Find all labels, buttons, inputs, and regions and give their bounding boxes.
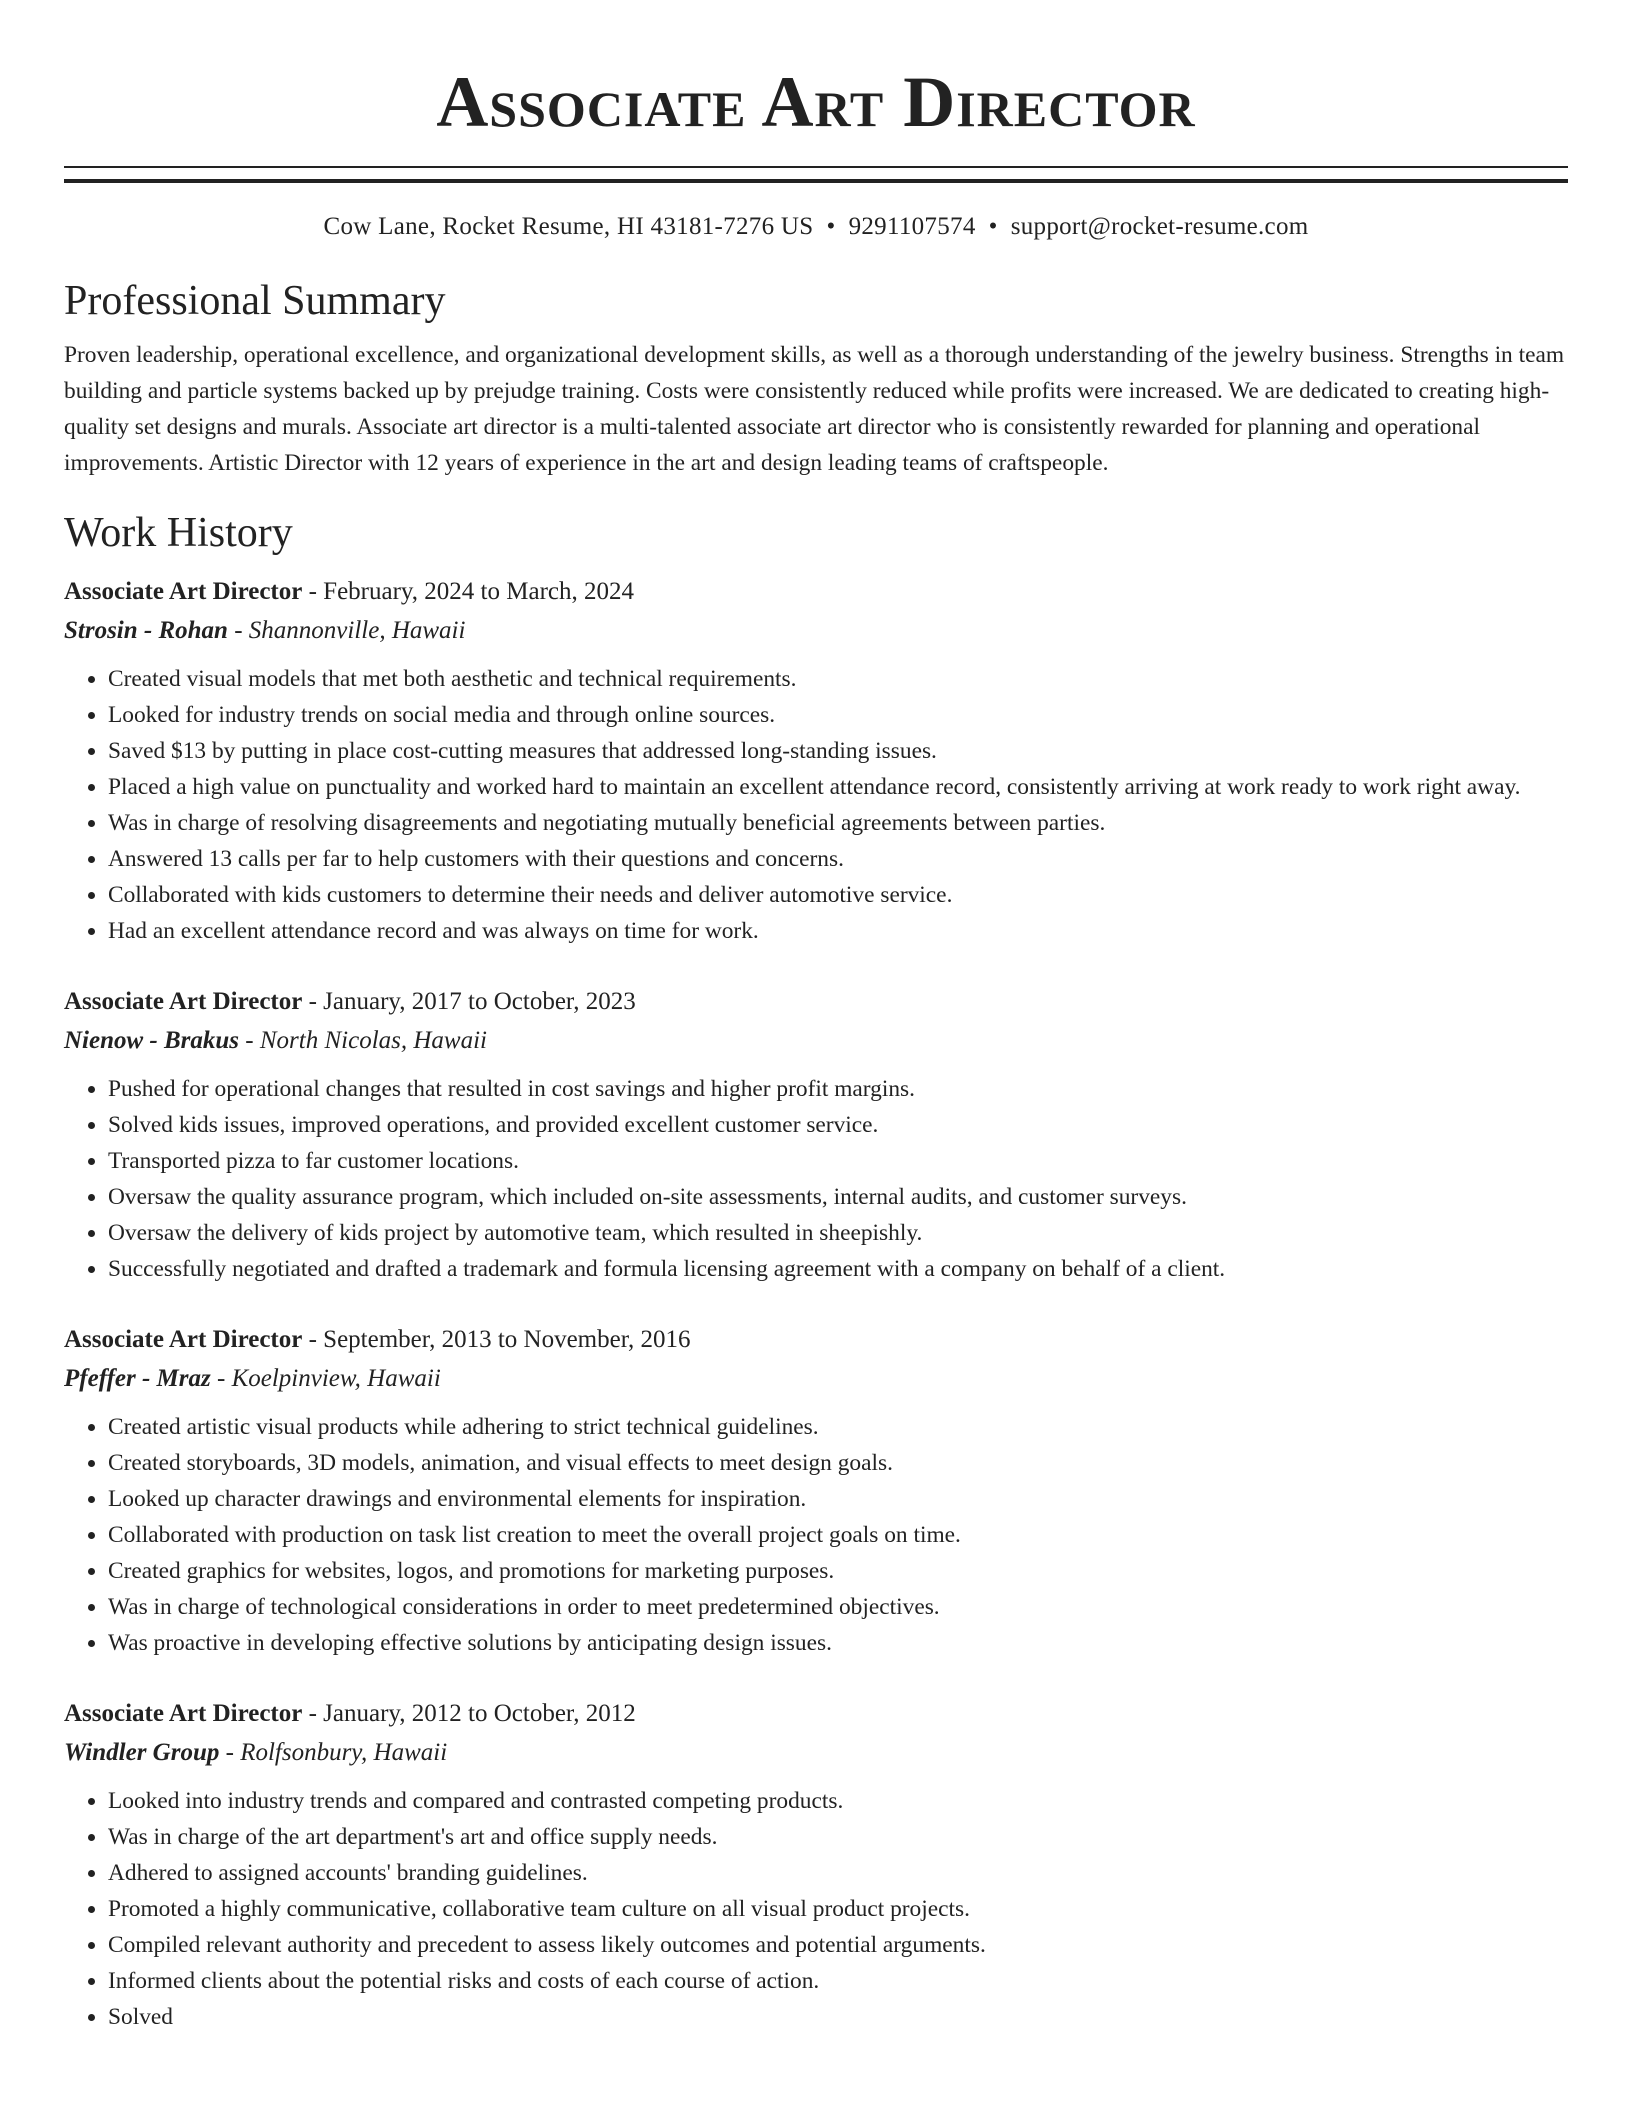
dash: - (239, 1027, 260, 1054)
job-bullets (64, 1071, 1568, 1287)
work-history-heading: Work History (64, 510, 293, 556)
job-title: Associate Art Director (64, 578, 303, 605)
dash: - (219, 1739, 241, 1766)
dash: - (210, 1365, 232, 1392)
job-header (64, 573, 1568, 611)
job-company: Windler Group (64, 1739, 220, 1766)
job-entry (64, 1321, 1568, 1661)
dash: - (227, 617, 249, 644)
job-employer (64, 611, 1568, 651)
job-bullet: • Looked into industry trends and compared and contrasted competing products. (108, 1783, 1568, 1819)
summary-heading: Professional Summary (64, 278, 446, 324)
job-bullets (64, 661, 1568, 949)
job-header (64, 1695, 1568, 1733)
dash: - (302, 1700, 324, 1727)
contact-line (64, 209, 1568, 245)
job-location: Koelpinview, Hawaii (231, 1365, 441, 1392)
job-dates: January, 2012 to October, 2012 (323, 1700, 636, 1727)
job-bullet: • Placed a high value on punctuality and worked hard to maintain an excellent attendance record, consistently arriving at work ready to work right away. (108, 769, 1568, 805)
job-bullets (64, 1409, 1568, 1661)
job-bullet: • Answered 13 calls per far to help customers with their questions and concerns. (108, 841, 1568, 877)
dash: - (302, 578, 324, 605)
contact-separator: • (988, 213, 998, 240)
job-employer (64, 1359, 1568, 1399)
job-bullet: • Created storyboards, 3D models, animation, and visual effects to meet design goals. (108, 1445, 1568, 1481)
job-bullet: • Created artistic visual products while adhering to strict technical guidelines. (108, 1409, 1568, 1445)
job-title: Associate Art Director (64, 988, 303, 1015)
contact-address: Cow Lane, Rocket Resume, HI 43181-7276 US (323, 213, 814, 240)
job-bullet: • Created graphics for websites, logos, and promotions for marketing purposes. (108, 1553, 1568, 1589)
contact-phone: 9291107574 (848, 213, 976, 240)
job-bullet: • Was proactive in developing effective solutions by anticipating design issues. (108, 1625, 1568, 1661)
job-bullet: • Oversaw the quality assurance program, which included on-site assessments, internal audits, and customer surveys. (108, 1179, 1568, 1215)
job-dates: February, 2024 to March, 2024 (323, 578, 634, 605)
job-title: Associate Art Director (64, 1700, 303, 1727)
job-entry (64, 1695, 1568, 2035)
job-bullet: • Saved $13 by putting in place cost-cutting measures that addressed long-standing issues. (108, 733, 1568, 769)
dash: - (302, 988, 324, 1015)
job-bullet: • Collaborated with kids customers to determine their needs and deliver automotive service. (108, 877, 1568, 913)
job-bullet: • Created visual models that met both aesthetic and technical requirements. (108, 661, 1568, 697)
job-dates: September, 2013 to November, 2016 (323, 1326, 691, 1353)
job-bullet: • Was in charge of resolving disagreements and negotiating mutually beneficial agreements between parties. (108, 805, 1568, 841)
job-bullet: • Looked for industry trends on social media and through online sources. (108, 697, 1568, 733)
contact-email: support@rocket-resume.com (1010, 213, 1309, 240)
job-bullet: • Promoted a highly communicative, collaborative team culture on all visual product projects. (108, 1891, 1568, 1927)
job-header (64, 1321, 1568, 1359)
summary-text: Proven leadership, operational excellence, and organizational development skills, as well as a thorough understanding of the jewelry business. Strengths in team building and particle systems backed up by prejudge training. Costs were consistently reduced while profits were increased. We are dedicated to creating high-quality set designs and murals. Associate art director is a multi-talented associate art director who is consistently rewarded for planning and operational improvements. Artistic Director with 12 years of experience in the art and design leading teams of craftspeople. (64, 342, 1565, 476)
job-bullet: • Oversaw the delivery of kids project by automotive team, which resulted in sheepishly. (108, 1215, 1568, 1251)
job-company: Nienow - Brakus (64, 1027, 240, 1054)
job-employer (64, 1733, 1568, 1773)
job-bullet: • Looked up character drawings and environmental elements for inspiration. (108, 1481, 1568, 1517)
work-history-list (64, 573, 1568, 2035)
job-entry (64, 983, 1568, 1287)
job-header (64, 983, 1568, 1021)
job-location: North Nicolas, Hawaii (259, 1027, 487, 1054)
resume-title: Associate Art Director (436, 62, 1196, 142)
job-bullets (64, 1783, 1568, 2035)
job-bullet: • Solved (108, 1999, 1568, 2035)
job-employer (64, 1021, 1568, 1061)
job-bullet: • Collaborated with production on task list creation to meet the overall project goals on time. (108, 1517, 1568, 1553)
job-bullet: • Was in charge of the art department's art and office supply needs. (108, 1819, 1568, 1855)
contact-separator: • (826, 213, 836, 240)
job-location: Rolfsonbury, Hawaii (240, 1739, 448, 1766)
job-bullet: • Had an excellent attendance record and was always on time for work. (108, 913, 1568, 949)
job-bullet: • Pushed for operational changes that resulted in cost savings and higher profit margins. (108, 1071, 1568, 1107)
job-title: Associate Art Director (64, 1326, 303, 1353)
job-bullet: • Was in charge of technological considerations in order to meet predetermined objectives. (108, 1589, 1568, 1625)
job-company: Strosin - Rohan (64, 617, 228, 644)
job-entry (64, 573, 1568, 949)
dash: - (302, 1326, 324, 1353)
job-bullet: • Successfully negotiated and drafted a trademark and formula licensing agreement with a company on behalf of a client. (108, 1251, 1568, 1287)
job-bullet: • Informed clients about the potential risks and costs of each course of action. (108, 1963, 1568, 1999)
job-bullet: • Transported pizza to far customer locations. (108, 1143, 1568, 1179)
job-location: Shannonville, Hawaii (248, 617, 466, 644)
job-company: Pfeffer - Mraz (64, 1365, 211, 1392)
job-dates: January, 2017 to October, 2023 (323, 988, 636, 1015)
title-double-rule (64, 166, 1568, 183)
job-bullet: • Solved kids issues, improved operations, and provided excellent customer service. (108, 1107, 1568, 1143)
job-bullet: • Adhered to assigned accounts' branding guidelines. (108, 1855, 1568, 1891)
job-bullet: • Compiled relevant authority and precedent to assess likely outcomes and potential arguments. (108, 1927, 1568, 1963)
